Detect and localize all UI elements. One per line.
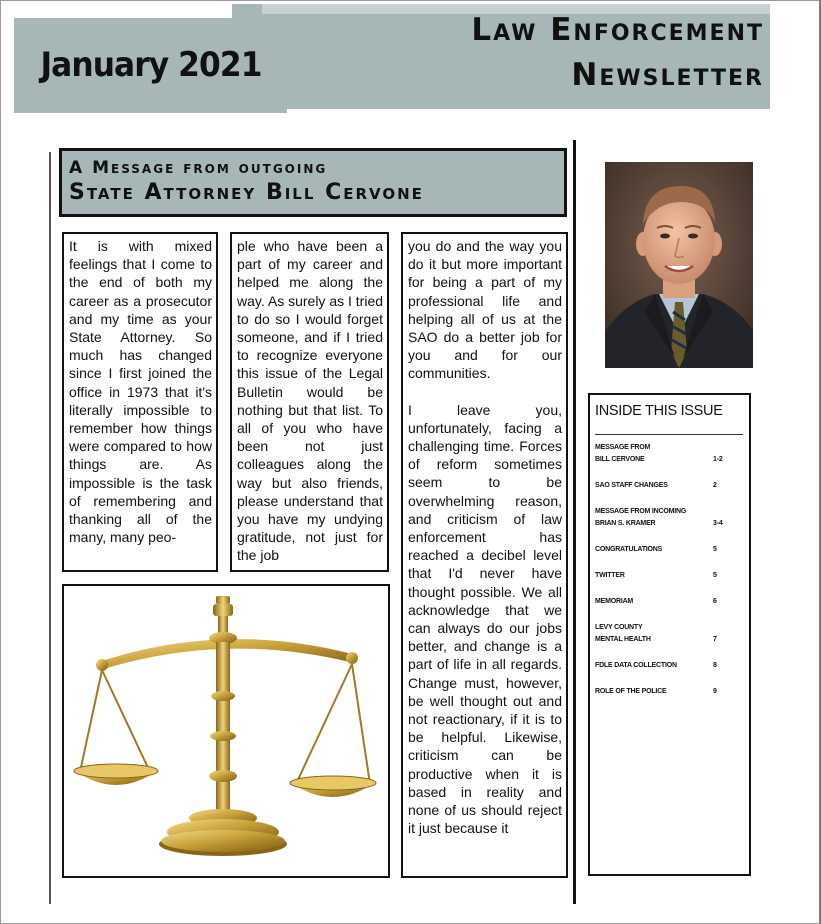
- toc-item-label: TWITTER: [595, 572, 625, 579]
- column3-paragraph-1: you do and the way you do it but more important for being a part of my professional life and helping all of us at the SAO do a better job for you and for our communities.: [408, 238, 562, 382]
- toc-page-number: 8: [713, 662, 717, 669]
- toc-item-label: MEMORIAM: [595, 598, 634, 605]
- toc-item-label: MESSAGE FROM: [595, 444, 651, 451]
- toc-item-label: CONGRATULATIONS: [595, 546, 663, 553]
- scales-of-justice-icon: [64, 586, 388, 876]
- toc-item[interactable]: [595, 622, 743, 646]
- toc-title: INSIDE THIS ISSUE: [595, 403, 723, 419]
- article-column-2: ple who have been a part of my career and helped me along the way. As surely as I tried to do so I would forget someone, and if I tried to recognize everyone this issue of the Legal Bulletin would be nothing but that list. To all of you who have been not just colleagues along the way but also friends, please understand that you have my undying gratitude, not just for the job: [230, 232, 389, 572]
- column3-paragraph-2: I leave you, unfortunately, facing a challenging time. Forces of reform sometimes seem to be overwhelming reason, and criticism of law enforcement has reached a decibel level that I'd never have thought possible. We all acknowledge that we can always do our jobs better, and change is a part of life in all regards. Change must, however, be well thought out and not reactionary, if it is to be helpful. Likewise, criticism can be productive when it is based in reality and none of us should reject it just because it: [408, 401, 562, 837]
- state-attorney-portrait: [605, 162, 753, 368]
- column-divider: [573, 140, 576, 904]
- toc-item-label: FDLE DATA COLLECTION: [595, 662, 677, 669]
- toc-item-label: ROLE OF THE POLICE: [595, 688, 667, 695]
- issue-date: January 2021: [40, 45, 262, 85]
- toc-divider: [595, 434, 743, 435]
- toc-item-label: LEVY COUNTY: [595, 624, 643, 631]
- toc-item-label-2: MENTAL HEALTH: [595, 636, 651, 643]
- toc-item[interactable]: [595, 686, 743, 698]
- toc-item[interactable]: [595, 570, 743, 582]
- toc-page-number: 1-2: [713, 456, 723, 463]
- toc-page-number: 6: [713, 598, 717, 605]
- inside-this-issue: [588, 393, 751, 876]
- portrait-illustration: [605, 162, 753, 368]
- toc-item-label: SAO STAFF CHANGES: [595, 482, 668, 489]
- toc-page-number: 3-4: [713, 520, 723, 527]
- article-headline: [59, 148, 567, 217]
- toc-item-label: MESSAGE FROM INCOMING: [595, 508, 687, 515]
- toc-page-number: 7: [713, 636, 717, 643]
- toc-item[interactable]: [595, 596, 743, 608]
- toc-item[interactable]: [595, 506, 743, 530]
- scales-image-frame: [62, 584, 390, 878]
- toc-page-number: 5: [713, 546, 717, 553]
- toc-item[interactable]: [595, 660, 743, 672]
- article-column-3: [401, 232, 568, 878]
- headline-line2: State Attorney Bill Cervone: [69, 180, 424, 205]
- toc-page-number: 2: [713, 482, 717, 489]
- left-rule: [49, 152, 51, 904]
- toc-item-label-2: BRIAN S. KRAMER: [595, 520, 656, 527]
- toc-item-label-2: BILL CERVONE: [595, 456, 645, 463]
- toc-item[interactable]: [595, 442, 743, 466]
- toc-page-number: 9: [713, 688, 717, 695]
- toc-item[interactable]: [595, 480, 743, 492]
- newsletter-title-line1: Law Enforcement: [471, 12, 764, 48]
- article-column-1: It is with mixed feelings that I come to the end of both my career as a prosecutor and my time as your State Attorney. So much has changed since I first joined the office in 1973 that it's literally impossible to remember how things were compared to how things are. As impossible is the task of remembering and thanking all of the many, many peo-: [62, 232, 218, 572]
- toc-item[interactable]: [595, 544, 743, 556]
- headline-line1: A Message from outgoing: [69, 158, 328, 178]
- newsletter-title-line2: Newsletter: [571, 57, 764, 93]
- toc-page-number: 5: [713, 572, 717, 579]
